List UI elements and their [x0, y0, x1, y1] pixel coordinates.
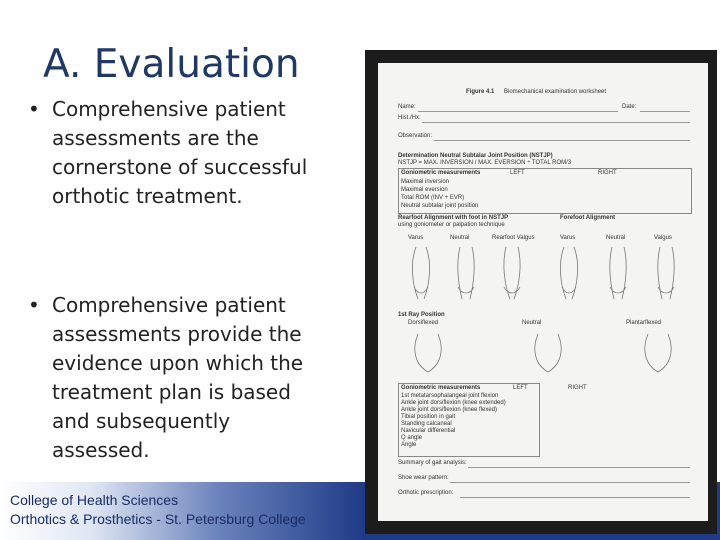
worksheet-observation-label: Observation: — [398, 133, 433, 139]
worksheet-gonio2-row: Navicular differential — [401, 428, 456, 434]
worksheet-gonio-row: Maximal eversion — [401, 187, 448, 193]
worksheet-figure-label: Figure 4.1 — [466, 89, 495, 95]
worksheet-gonio2-row: Tibial position in gait — [401, 414, 456, 420]
worksheet-first-ray-heading: 1st Ray Position — [398, 312, 445, 318]
worksheet-rearfoot-diagrams — [398, 243, 690, 305]
worksheet-first-ray-option: Plantarflexed — [626, 320, 662, 326]
worksheet-rearfoot-option: Rearfoot Valgus — [492, 235, 535, 241]
worksheet-rearfoot-heading: Rearfoot Alignment with foot in NSTJP — [398, 215, 509, 221]
worksheet-forefoot-option: Varus — [560, 235, 576, 241]
worksheet-first-ray-option: Dorsiflexed — [408, 320, 439, 326]
worksheet-forefoot-option: Neutral — [606, 235, 626, 241]
worksheet-gonio-row: Total ROM (INV + EVR) — [401, 195, 465, 201]
slide-title: A. Evaluation — [43, 42, 300, 87]
worksheet-gonio2-row: Standing calcaneal — [401, 421, 452, 427]
worksheet-rule — [468, 467, 690, 468]
worksheet-hist-label: Hist./Hx: — [398, 115, 421, 121]
worksheet-heading: Biomechanical examination worksheet — [504, 89, 607, 95]
bullet-text: Comprehensive patient assessments provide the evidence upon which the treatment plan is based and subsequently assessed. — [52, 293, 304, 462]
worksheet-stjn-heading: Determination Neutral Subtalar Joint Position (NSTJP) — [398, 153, 553, 159]
worksheet-forefoot-heading: Forefoot Alignment — [560, 215, 616, 221]
worksheet-gonio2-left: LEFT — [513, 385, 528, 391]
worksheet-stjn-formula: NSTJP = MAX. INVERSION / MAX. EVERSION ÷ TOTAL ROM/3 — [398, 160, 572, 166]
worksheet-rule — [434, 140, 690, 141]
worksheet-right-label: RIGHT — [598, 170, 617, 176]
worksheet-rearfoot-sub: using goniometer or palpation technique — [398, 222, 505, 228]
worksheet-rule — [640, 111, 690, 112]
worksheet-rule — [418, 111, 618, 112]
worksheet-gonio-label: Goniometric measurements — [401, 170, 481, 176]
bullet-text: Comprehensive patient assessments are the cornerstone of successful orthotic treatment. — [52, 97, 308, 208]
worksheet-first-ray-option: Neutral — [522, 320, 542, 326]
worksheet-shoe-label: Shoe wear pattern: — [398, 475, 449, 481]
worksheet-orthotic-label: Orthotic prescription: — [398, 490, 454, 496]
worksheet-first-ray-diagrams — [398, 328, 690, 378]
worksheet-gonio2-row: Ankle joint dorsiflexion (knee flexed) — [401, 407, 498, 413]
worksheet-rule — [450, 482, 690, 483]
worksheet-gonio2-row: Angle — [401, 442, 417, 448]
bullet-item — [28, 291, 328, 465]
worksheet-rearfoot-option: Varus — [408, 235, 424, 241]
bullet-dot-icon: • — [28, 293, 40, 317]
worksheet-name-label: Name: — [398, 104, 416, 110]
worksheet-gonio2-row: Ankle joint dorsiflexion (knee extended) — [401, 400, 506, 406]
worksheet-gonio2-row: Q angle — [401, 435, 423, 441]
footer — [10, 491, 306, 529]
worksheet-gonio-row: Maximal inversion — [401, 179, 450, 185]
footer-line-college: College of Health Sciences — [10, 492, 179, 508]
footer-line-program: Orthotics & Prosthetics - St. Petersburg College — [10, 511, 306, 527]
worksheet-gonio2-right: RIGHT — [568, 385, 587, 391]
worksheet-image — [378, 63, 708, 521]
worksheet-date-label: Date: — [622, 104, 637, 110]
bullet-item — [28, 95, 328, 211]
worksheet-rule — [460, 497, 690, 498]
worksheet-gonio2-row: 1st metatarsophalangeal joint flexion — [401, 393, 499, 399]
worksheet-gonio-row: Neutral subtalar joint position — [401, 203, 479, 209]
bullet-dot-icon: • — [28, 97, 40, 121]
worksheet-forefoot-option: Valgus — [654, 235, 672, 241]
worksheet-rearfoot-option: Neutral — [450, 235, 470, 241]
worksheet-gonio2-label: Goniometric measurements — [401, 385, 481, 391]
worksheet-left-label: LEFT — [510, 170, 525, 176]
worksheet-rule — [422, 122, 690, 123]
worksheet-gait-label: Summary of gait analysis: — [398, 460, 467, 466]
